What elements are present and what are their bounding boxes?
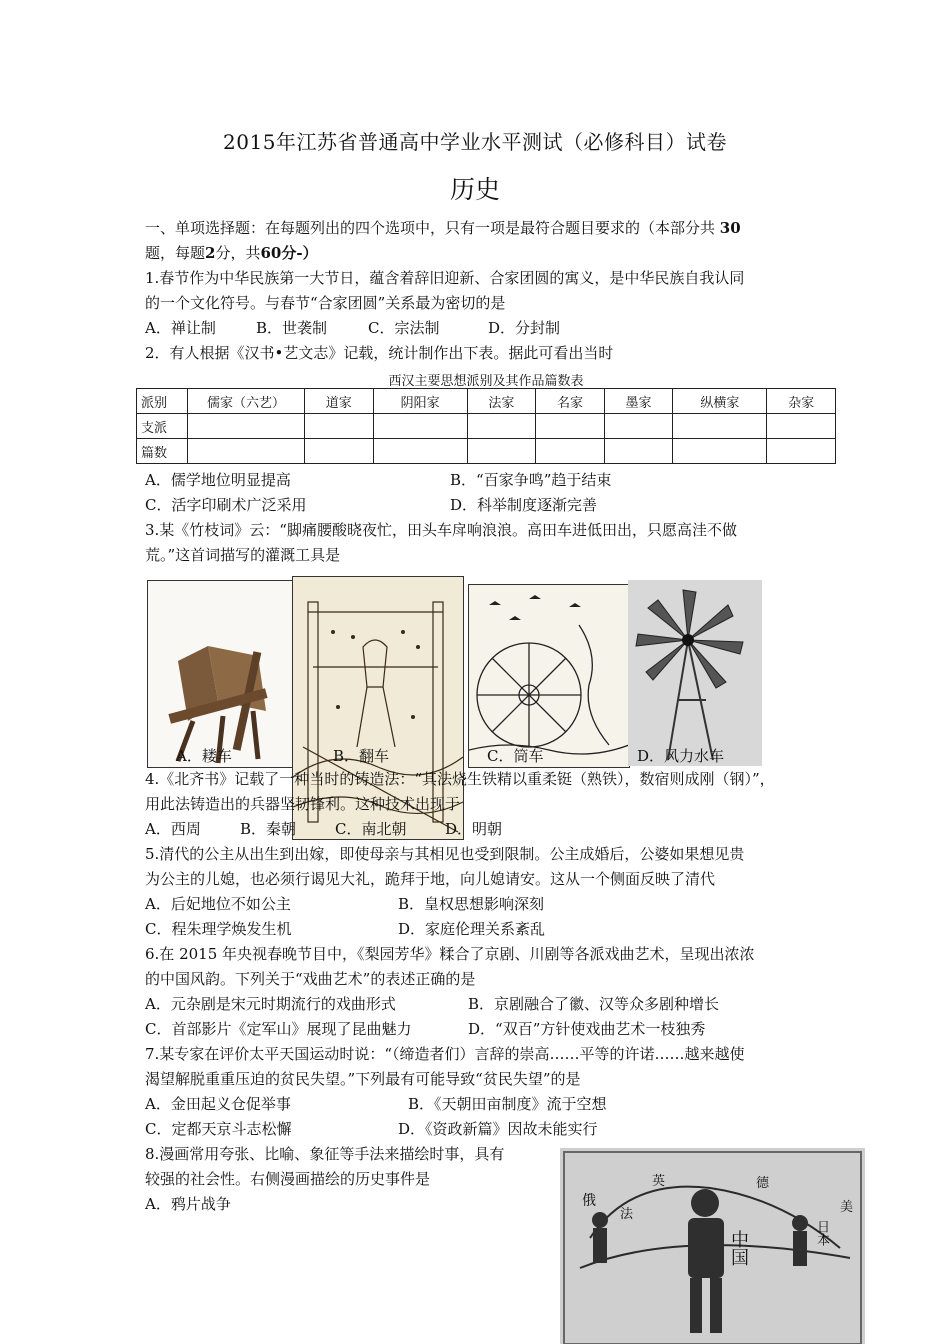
q6-option-b: B．京剧融合了徽、汉等众多剧种增长 bbox=[468, 995, 720, 1013]
total-points: 60 bbox=[260, 244, 282, 262]
table-cell bbox=[767, 414, 836, 439]
subject-title: 历史 bbox=[449, 175, 500, 204]
q1-option-d: D．分封制 bbox=[488, 319, 561, 337]
q7-option-b: B．《天朝田亩制度》流于空想 bbox=[408, 1095, 607, 1113]
table-cell bbox=[467, 439, 536, 464]
table-cell: 派别 bbox=[137, 389, 188, 414]
table-row bbox=[137, 414, 836, 439]
q7-stem-line-1: 7.某专家在评价太平天国运动时说：“（缔造者们）言辞的崇高……平等的许诺……越来越使 bbox=[145, 1045, 745, 1063]
q2-option-b: B．“百家争鸣”趋于结束 bbox=[450, 471, 612, 489]
q7-stem-line-2: 渴望解脱重重压迫的贫民失望。”下列最有可能导致“贫民失望”的是 bbox=[145, 1070, 581, 1088]
windmill-photo bbox=[628, 580, 762, 766]
table-cell bbox=[536, 439, 605, 464]
cartoon-label-germany: 德 bbox=[756, 1176, 770, 1191]
q2-option-c: C．活字印刷术广泛采用 bbox=[145, 496, 307, 514]
table-cell bbox=[188, 439, 305, 464]
q2-stem: 2．有人根据《汉书•艺文志》记载，统计制作出下表。据此可看出当时 bbox=[145, 344, 614, 362]
cartoon-label-france: 法 bbox=[620, 1207, 634, 1222]
table-cell bbox=[604, 414, 673, 439]
table-cell bbox=[604, 439, 673, 464]
instructions-fragment: 分-） bbox=[281, 244, 318, 262]
points-per-question: 2 bbox=[205, 244, 216, 262]
q3-stem-line-2: 荒。”这首词描写的灌溉工具是 bbox=[145, 546, 341, 564]
seed-drill-photo bbox=[147, 580, 294, 768]
table-cell bbox=[188, 414, 305, 439]
table-cell: 杂家 bbox=[767, 389, 836, 414]
q2-table bbox=[136, 388, 836, 464]
q4-stem-line-1: 4.《北齐书》记载了一种当时的铸造法：“其法烧生铁精以重柔铤（熟铁），数宿则成刚（钢）”， bbox=[145, 770, 775, 788]
table-cell bbox=[305, 414, 374, 439]
table-cell: 墨家 bbox=[604, 389, 673, 414]
q8-stem-line-2: 较强的社会性。右侧漫画描绘的历史事件是 bbox=[145, 1170, 431, 1188]
q4-stem-line-2: 用此法铸造出的兵器坚韧锋利。这种技术出现于 bbox=[145, 795, 461, 813]
table-cell: 阴阳家 bbox=[373, 389, 467, 414]
q4-option-d: D．明朝 bbox=[445, 820, 503, 838]
table-cell: 篇数 bbox=[137, 439, 188, 464]
table-cell bbox=[536, 414, 605, 439]
q3-option-d: D．风力水车 bbox=[637, 747, 725, 765]
section-instructions-text: 一、单项选择题：在每题列出的四个选项中，只有一项是最符合题目要求的（本部分共 bbox=[145, 219, 716, 237]
q1-stem-line-2: 的一个文化符号。与春节“合家团圆”关系最为密切的是 bbox=[145, 294, 506, 312]
q6-option-d: D．“双百”方针使戏曲艺术一枝独秀 bbox=[468, 1020, 706, 1038]
q6-option-c: C．首部影片《定军山》展现了昆曲魅力 bbox=[145, 1020, 412, 1038]
q3-option-c: C．筒车 bbox=[487, 747, 544, 765]
q8-stem-line-1: 8.漫画常用夸张、比喻、象征等手法来描绘时事，具有 bbox=[145, 1145, 505, 1163]
q3-option-b: B．翻车 bbox=[333, 747, 390, 765]
cartoon-label-china: 中国 bbox=[728, 1230, 749, 1266]
section-instructions-line-1 bbox=[145, 219, 815, 237]
q7-option-c: C．定都天京斗志松懈 bbox=[145, 1120, 292, 1138]
table-cell bbox=[373, 414, 467, 439]
q5-option-d: D．家庭伦理关系紊乱 bbox=[398, 920, 546, 938]
table-cell bbox=[305, 439, 374, 464]
q2-option-d: D．科举制度逐渐完善 bbox=[450, 496, 598, 514]
q5-stem-line-1: 5.清代的公主从出生到出嫁，即使母亲与其相见也受到限制。公主成婚后，公婆如果想见贵 bbox=[145, 845, 745, 863]
q4-option-b: B．秦朝 bbox=[240, 820, 297, 838]
q6-stem-line-2: 的中国风韵。下列关于“戏曲艺术”的表述正确的是 bbox=[145, 970, 476, 988]
political-cartoon bbox=[560, 1148, 865, 1344]
q2-option-a: A．儒学地位明显提高 bbox=[145, 471, 291, 489]
q5-stem-line-2: 为公主的儿媳，也必须行谒见大礼，跪拜于地，向儿媳请安。这从一个侧面反映了清代 bbox=[145, 870, 716, 888]
table-cell bbox=[767, 439, 836, 464]
table-cell: 儒家（六艺） bbox=[188, 389, 305, 414]
q5-option-c: C．程朱理学焕发生机 bbox=[145, 920, 292, 938]
q6-stem-line-1: 6.在 2015 年央视春晚节目中，《梨园芳华》糅合了京剧、川剧等各派戏曲艺术，呈现出浓浓 bbox=[145, 945, 755, 963]
table-cell bbox=[673, 439, 767, 464]
q4-option-c: C．南北朝 bbox=[335, 820, 407, 838]
instructions-fragment: 题，每题 bbox=[145, 244, 206, 262]
q7-option-d: D．《资政新篇》因故未能实行 bbox=[398, 1120, 598, 1138]
q5-option-b: B．皇权思想影响深刻 bbox=[398, 895, 545, 913]
q4-option-a: A．西周 bbox=[145, 820, 201, 838]
table-header-row bbox=[137, 389, 836, 414]
q3-option-a: A．耧车 bbox=[176, 747, 232, 765]
table-cell: 支派 bbox=[137, 414, 188, 439]
paper-title: 2015年江苏省普通高中学业水平测试（必修科目）试卷 bbox=[223, 130, 727, 154]
cartoon-label-usa: 美 bbox=[840, 1200, 854, 1215]
instructions-fragment: 分，共 bbox=[215, 244, 261, 262]
table-cell bbox=[673, 414, 767, 439]
table-cell: 名家 bbox=[536, 389, 605, 414]
table-cell: 道家 bbox=[305, 389, 374, 414]
table-cell bbox=[467, 414, 536, 439]
q1-option-c: C．宗法制 bbox=[368, 319, 440, 337]
table-cell bbox=[373, 439, 467, 464]
table-cell: 纵横家 bbox=[673, 389, 767, 414]
cartoon-label-russia: 俄 bbox=[582, 1193, 596, 1209]
table-cell: 法家 bbox=[467, 389, 536, 414]
q7-option-a: A．金田起义仓促举事 bbox=[145, 1095, 291, 1113]
q6-option-a: A．元杂剧是宋元时期流行的戏曲形式 bbox=[145, 995, 396, 1013]
q1-stem-line-1: 1.春节作为中华民族第一大节日，蕴含着辞旧迎新、合家团圆的寓义，是中华民族自我认同 bbox=[145, 269, 745, 287]
q1-option-b: B．世袭制 bbox=[256, 319, 328, 337]
water-wheel-woodcut bbox=[468, 584, 630, 768]
q2-table-caption: 西汉主要思想派别及其作品篇数表 bbox=[388, 374, 584, 389]
q1-option-a: A．禅让制 bbox=[145, 319, 216, 337]
table-row bbox=[137, 439, 836, 464]
cartoon-label-britain: 英 bbox=[652, 1174, 666, 1189]
cartoon-label-japan: 日本 bbox=[814, 1220, 829, 1246]
q5-option-a: A．后妃地位不如公主 bbox=[145, 895, 291, 913]
q3-stem-line-1: 3.某《竹枝词》云：“脚痛腰酸晓夜忙，田头车戽响浪浪。高田车进低田出，只愿高洼不做 bbox=[145, 521, 737, 539]
question-count: 30 bbox=[719, 219, 741, 237]
section-instructions-line-2 bbox=[145, 244, 815, 262]
q8-option-a: A．鸦片战争 bbox=[145, 1195, 231, 1213]
